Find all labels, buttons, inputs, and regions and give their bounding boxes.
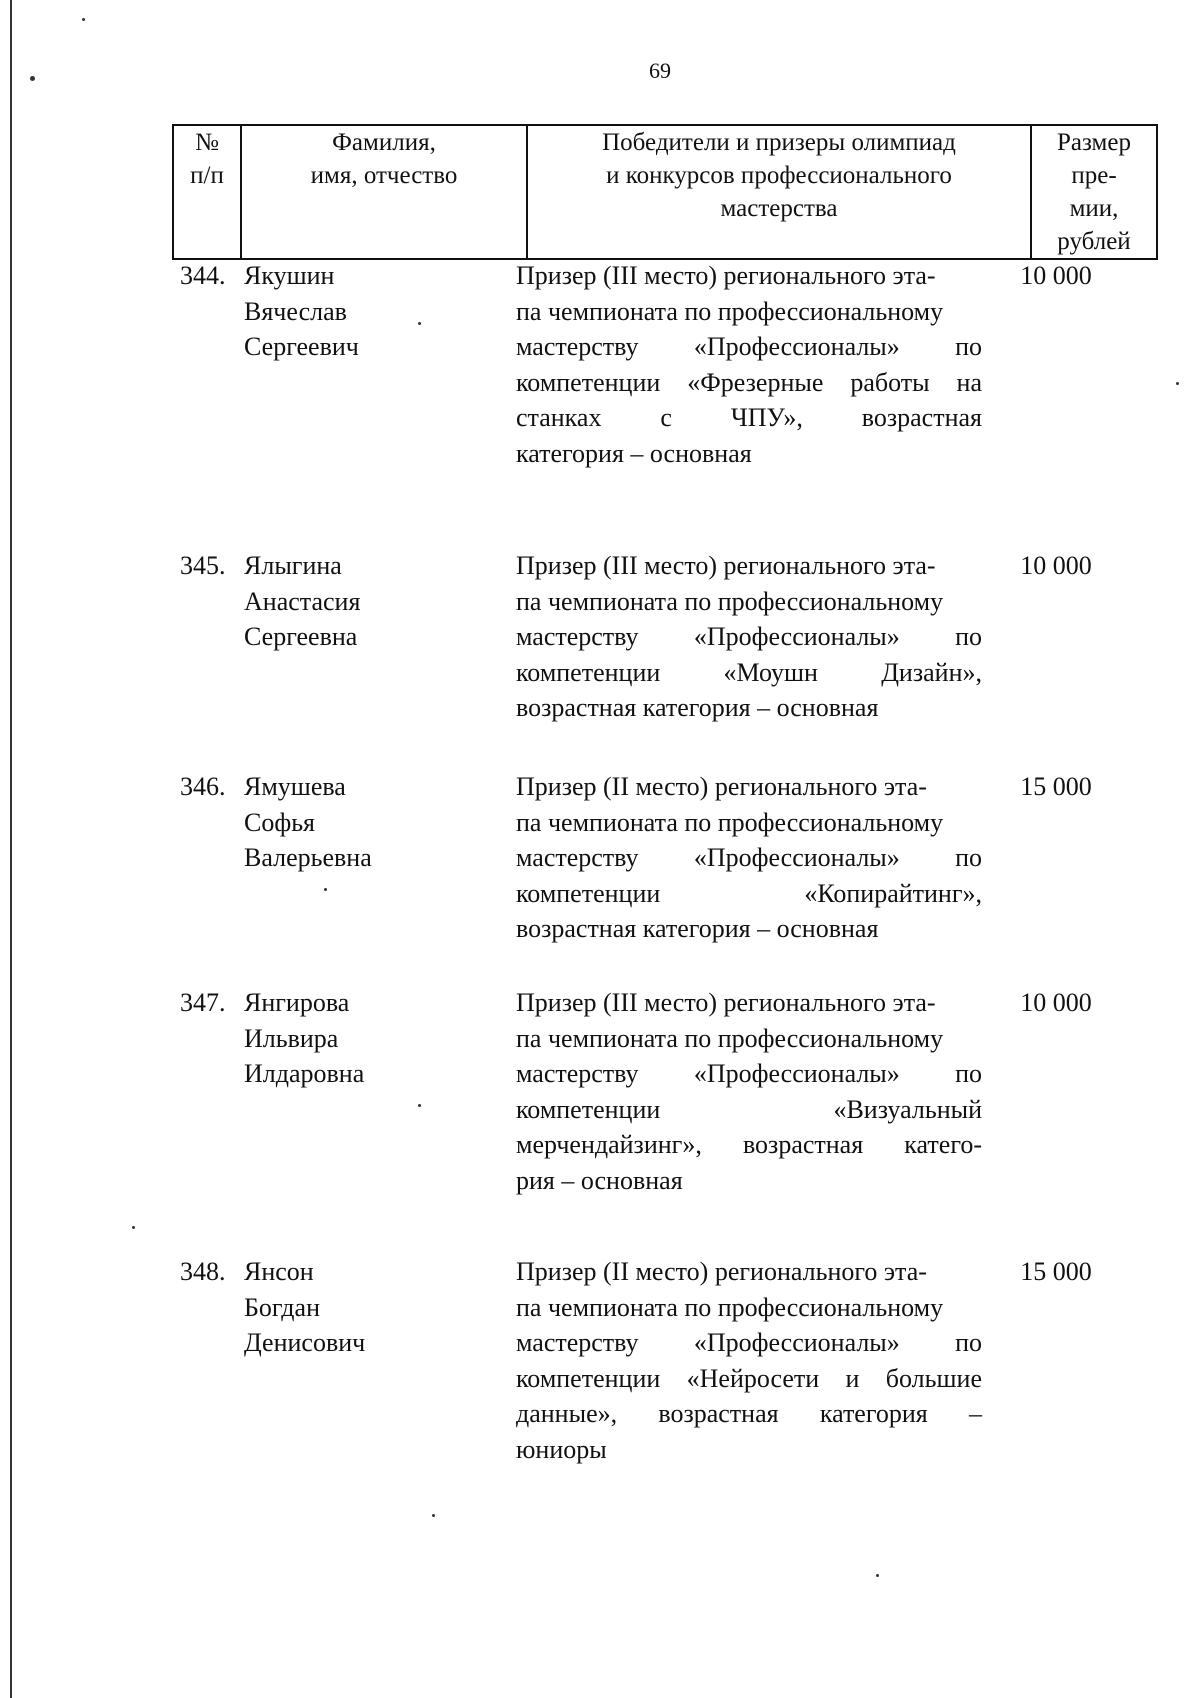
row-description — [516, 548, 996, 726]
row-number: 347. — [180, 988, 226, 1017]
row-firstname: Вячеслав — [244, 296, 347, 326]
desc-line: возрастная категория – основная — [516, 693, 879, 722]
row-surname: Ямушева — [244, 772, 346, 801]
desc-line: юниоры — [516, 1434, 607, 1464]
row-description — [516, 1254, 996, 1467]
header-name-line1: Фамилия, — [332, 129, 436, 156]
desc-line: возрастная категория – основная — [516, 914, 879, 943]
header-desc-line1: Победители и призеры олимпиад — [602, 129, 956, 156]
table-row — [172, 985, 1116, 1198]
row-number: 345. — [180, 551, 226, 580]
scan-speck — [30, 76, 35, 81]
header-row — [173, 125, 1157, 259]
row-name — [242, 769, 516, 947]
row-name — [242, 985, 516, 1198]
header-amount-line2: пре- — [1071, 162, 1117, 189]
desc-line: па чемпионата по профессиональному — [516, 807, 944, 837]
desc-line: мерчендайзинг», возрастная катего- — [516, 1130, 982, 1159]
row-number: 344. — [180, 261, 226, 290]
desc-line: Призер (II место) регионального эта- — [516, 772, 927, 801]
header-num-line2: п/п — [190, 162, 224, 189]
desc-line: па чемпионата по профессиональному — [516, 1292, 944, 1322]
page-number: 69 — [649, 58, 671, 83]
header-name — [241, 125, 527, 259]
row-description — [516, 985, 996, 1198]
desc-line: Призер (II место) регионального эта- — [516, 1257, 927, 1286]
scan-speck — [1176, 382, 1179, 385]
row-number: 348. — [180, 1257, 226, 1286]
row-surname: Якушин — [244, 261, 335, 290]
header-amount-line1: Размер — [1057, 129, 1131, 156]
row-patronymic: Денисович — [244, 1328, 366, 1357]
desc-line: станках с ЧПУ», возрастная — [516, 403, 982, 432]
row-firstname: Софья — [244, 807, 316, 837]
desc-line: компетенции «Нейросети и большие — [516, 1363, 982, 1393]
header-amount-line4: рублей — [1057, 228, 1131, 255]
desc-line: па чемпионата по профессиональному — [516, 296, 944, 326]
desc-line: Призер (III место) регионального эта- — [516, 551, 936, 580]
row-patronymic: Сергеевна — [244, 622, 358, 651]
header-name-line2: имя, отчество — [310, 162, 458, 189]
row-amount: 10 000 — [1020, 261, 1092, 290]
desc-line: категория – основная — [516, 438, 752, 468]
page-edge-line — [10, 0, 12, 1698]
desc-line: компетенции «Фрезерные работы на — [516, 367, 982, 397]
desc-line: рия – основная — [516, 1165, 683, 1195]
table-header-wrap — [172, 124, 1131, 260]
header-desc — [527, 125, 1031, 259]
table-row — [172, 548, 1116, 726]
header-amount-line3: мии, — [1069, 195, 1119, 222]
desc-line: компетенции «Визуальный — [516, 1094, 982, 1124]
header-num-line1: № — [195, 129, 219, 156]
table-row — [172, 258, 1116, 471]
row-name — [242, 548, 516, 726]
row-surname: Янгирова — [244, 988, 350, 1017]
row-firstname: Анастасия — [244, 586, 361, 616]
desc-line: мастерству «Профессионалы» по — [516, 622, 982, 651]
desc-line: Призер (III место) регионального эта- — [516, 988, 936, 1017]
desc-line: па чемпионата по профессиональному — [516, 1023, 944, 1053]
header-num — [173, 125, 241, 259]
row-firstname: Ильвира — [244, 1023, 339, 1053]
row-amount: 10 000 — [1020, 988, 1092, 1017]
header-desc-line2: и конкурсов профессионального — [606, 162, 952, 189]
header-desc-line3: мастерства — [720, 195, 838, 222]
table-row — [172, 1254, 1116, 1467]
row-surname: Янсон — [244, 1257, 314, 1286]
row-description — [516, 769, 996, 947]
desc-line: данные», возрастная категория – — [516, 1399, 982, 1428]
scan-speck — [432, 1514, 435, 1517]
header-amount — [1031, 125, 1157, 259]
scan-speck — [418, 322, 421, 325]
scan-speck — [132, 1226, 135, 1229]
row-amount: 15 000 — [1020, 1257, 1092, 1286]
desc-line: компетенции «Моушн Дизайн», — [516, 657, 982, 687]
desc-line: мастерству «Профессионалы» по — [516, 1059, 982, 1088]
row-amount: 10 000 — [1020, 551, 1092, 580]
header-table — [172, 124, 1158, 260]
scan-speck — [876, 1574, 879, 1577]
desc-line: Призер (III место) регионального эта- — [516, 261, 936, 290]
row-amount: 15 000 — [1020, 772, 1092, 801]
row-patronymic: Сергеевич — [244, 332, 359, 361]
row-description — [516, 258, 996, 471]
desc-line: па чемпионата по профессиональному — [516, 586, 944, 616]
desc-line: мастерству «Профессионалы» по — [516, 332, 982, 361]
row-firstname: Богдан — [244, 1292, 320, 1322]
scan-speck — [324, 888, 327, 891]
scan-speck — [418, 1104, 421, 1107]
row-surname: Ялыгина — [244, 551, 342, 580]
desc-line: компетенции «Копирайтинг», — [516, 878, 982, 908]
table-row — [172, 769, 1116, 947]
scan-speck — [82, 18, 85, 21]
desc-line: мастерству «Профессионалы» по — [516, 1328, 982, 1357]
desc-line: мастерству «Профессионалы» по — [516, 843, 982, 872]
row-patronymic: Илдаровна — [244, 1059, 365, 1088]
row-number: 346. — [180, 772, 226, 801]
row-name — [242, 1254, 516, 1467]
row-name — [242, 258, 516, 471]
row-patronymic: Валерьевна — [244, 843, 372, 872]
